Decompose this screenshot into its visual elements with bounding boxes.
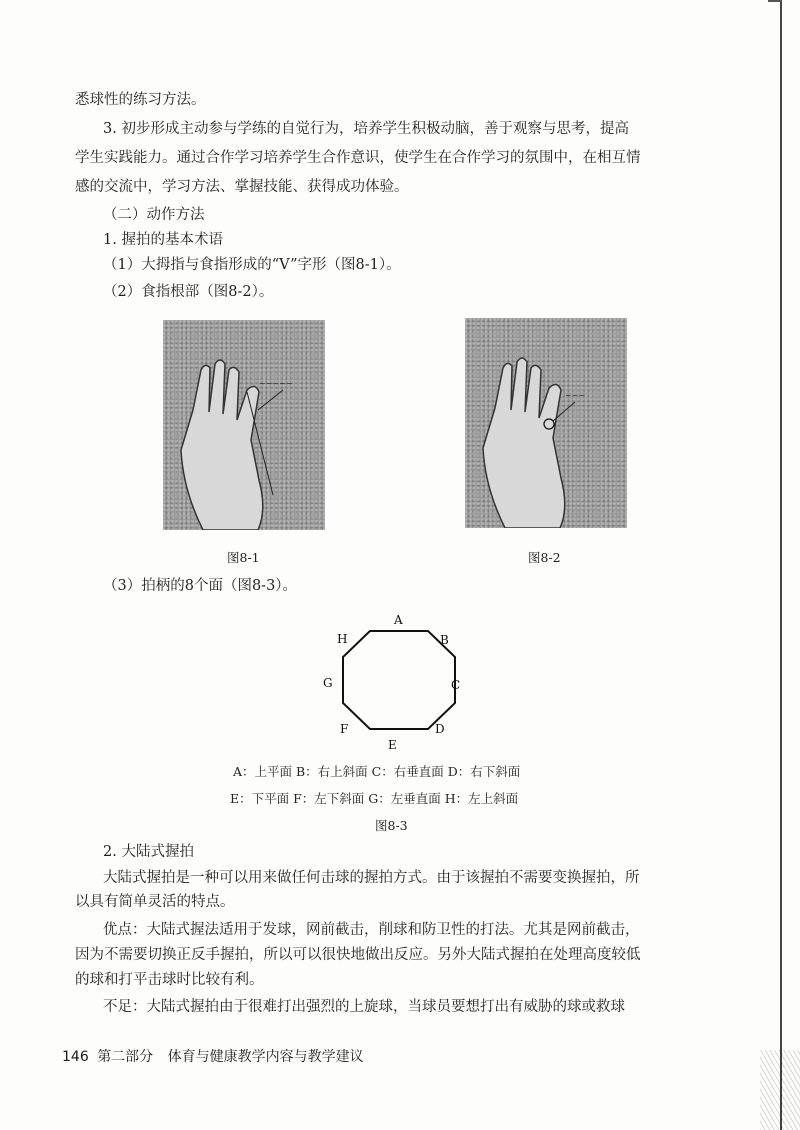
- list-item: （3）拍柄的8个面（图8-3）。: [103, 578, 298, 594]
- figure-legend-line: A：上平面 B：右上斜面 C：右垂直面 D：右下斜面: [233, 764, 521, 779]
- footer-part: 第二部分: [97, 1049, 154, 1065]
- paragraph-line: 感的交流中，学习方法、掌握技能、获得成功体验。: [75, 179, 409, 195]
- hand-photo-figure-8-2: [465, 318, 627, 528]
- section-heading: （二）动作方法: [103, 207, 205, 223]
- figure-caption: 图8-2: [528, 550, 561, 565]
- binding-edge-tick: [768, 0, 782, 2]
- face-label-g: G: [323, 676, 333, 690]
- face-label-b: B: [440, 633, 449, 647]
- hand-photo-figure-8-1: [163, 320, 325, 530]
- paragraph-line: 优点：大陆式握法适用于发球，网前截击，削球和防卫性的打法。尤其是网前截击，: [103, 922, 640, 938]
- subsection-heading: 1. 握拍的基本术语: [103, 232, 223, 248]
- paragraph-line: 3. 初步形成主动参与学练的自觉行为，培养学生积极动脑，善于观察与思考，提高: [103, 121, 629, 137]
- paragraph-line: 的球和打平击球时比较有利。: [75, 972, 264, 988]
- figure-legend-line: E：下平面 F：左下斜面 G：左垂直面 H：左上斜面: [230, 791, 519, 806]
- photo-annotation: ~~~~~: [259, 379, 293, 388]
- photo-annotation: ~~~: [565, 391, 586, 400]
- subsection-heading: 2. 大陆式握拍: [103, 844, 194, 860]
- face-label-h: H: [337, 632, 348, 646]
- paragraph-line: 学生实践能力。通过合作学习培养学生合作意识，使学生在合作学习的氛围中，在相互情: [75, 150, 641, 166]
- binding-edge-line: [780, 0, 782, 1130]
- face-label-a: A: [394, 613, 403, 627]
- paragraph-line: 因为不需要切换正反手握拍，所以可以很快地做出反应。另外大陆式握拍在处理高度较低: [75, 947, 641, 963]
- face-label-f: F: [340, 722, 349, 736]
- face-label-d: D: [435, 722, 445, 736]
- footer-title: 体育与健康教学内容与教学建议: [167, 1049, 364, 1065]
- octagon-shape: [343, 631, 455, 729]
- figure-caption: 图8-1: [227, 550, 260, 565]
- scan-edge-noise: [760, 1050, 800, 1130]
- page-footer: [62, 1046, 364, 1066]
- page-number: 146: [62, 1049, 89, 1065]
- racket-handle-octagon-diagram: [300, 605, 500, 765]
- list-item: （2）食指根部（图8-2）。: [103, 284, 274, 300]
- figure-caption: 图8-3: [375, 818, 408, 833]
- paragraph-line: 悉球性的练习方法。: [75, 92, 206, 108]
- paragraph-line: 不足：大陆式握拍由于很难打出强烈的上旋球，当球员要想打出有威胁的球或救球: [103, 999, 625, 1015]
- face-label-c: C: [451, 678, 461, 692]
- face-label-e: E: [388, 738, 397, 752]
- paragraph-line: 大陆式握拍是一种可以用来做任何击球的握拍方式。由于该握拍不需要变换握拍，所: [103, 870, 640, 886]
- list-item: （1）大拇指与食指形成的“V”字形（图8-1）。: [103, 257, 401, 273]
- paragraph-line: 以具有简单灵活的特点。: [75, 894, 235, 910]
